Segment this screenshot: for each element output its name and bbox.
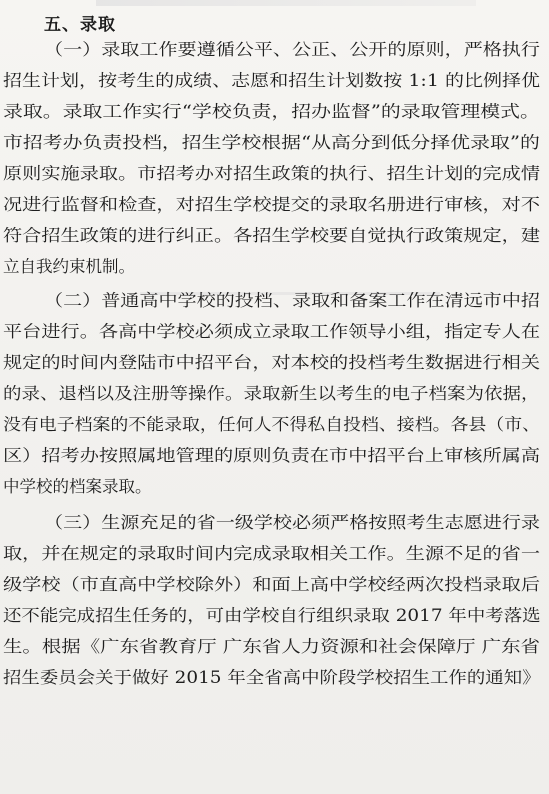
paragraph-line: 规定的时间内登陆市中招平台，对本校的投档考生数据进行相关: [3, 353, 540, 372]
paragraph-line: 符合招生政策的进行纠正。各招生学校要自觉执行政策规定，建: [3, 226, 540, 245]
paragraph-line: 立自我约束机制。: [3, 257, 135, 276]
paragraph-line: 况进行监督和检查，对招生学校提交的录取名册进行审核，对不: [3, 195, 540, 214]
paragraph-line: 原则实施录取。市招考办对招生政策的执行、招生计划的完成情: [3, 164, 540, 183]
bleed-through-text: [96, 0, 476, 6]
paragraph-line: 区）招考办按照属地管理的原则负责在市中招平台上审核所属高: [3, 446, 540, 465]
paragraph-line: 招生计划，按考生的成绩、志愿和招生计划数按 1:1 的比例择优: [3, 71, 541, 90]
paragraph-line: （三）生源充足的省一级学校必须严格按照考生志愿进行录: [44, 513, 540, 532]
paragraph-line: 招生委员会关于做好 2015 年全省高中阶段学校招生工作的通知》: [3, 668, 541, 687]
paragraph-line: 级学校（市直高中学校除外）和面上高中学校经两次投档录取后: [3, 575, 540, 594]
paragraph-line: 取，并在规定的录取时间内完成录取相关工作。生源不足的省一: [3, 544, 540, 563]
paragraph-line: 生。根据《广东省教育厅 广东省人力资源和社会保障厅 广东省: [3, 637, 540, 656]
paragraph-line: 的录、退档以及注册等操作。录取新生以考生的电子档案为依据，: [3, 384, 540, 403]
paragraph-line: 平台进行。各高中学校必须成立录取工作领导小组，指定专人在: [3, 322, 540, 341]
paragraph-line: 中学校的档案录取。: [3, 477, 152, 496]
paragraph-line: （二）普通高中学校的投档、录取和备案工作在清远市中招: [44, 291, 540, 310]
paragraph-line: 市招考办负责投档，招生学校根据“从高分到低分择优录取”的: [3, 133, 540, 152]
paragraph-line: 没有电子档案的不能录取，任何人不得私自投档、接档。各县（市、: [3, 415, 540, 434]
section-heading: 五、录取: [44, 15, 116, 35]
paragraph-line: 录取。录取工作实行“学校负责，招办监督”的录取管理模式。: [3, 102, 540, 121]
paragraph-line: 还不能完成招生任务的，可由学校自行组织录取 2017 年中考落选: [3, 606, 541, 625]
paragraph-line: （一）录取工作要遵循公平、公正、公开的原则，严格执行: [44, 40, 540, 59]
